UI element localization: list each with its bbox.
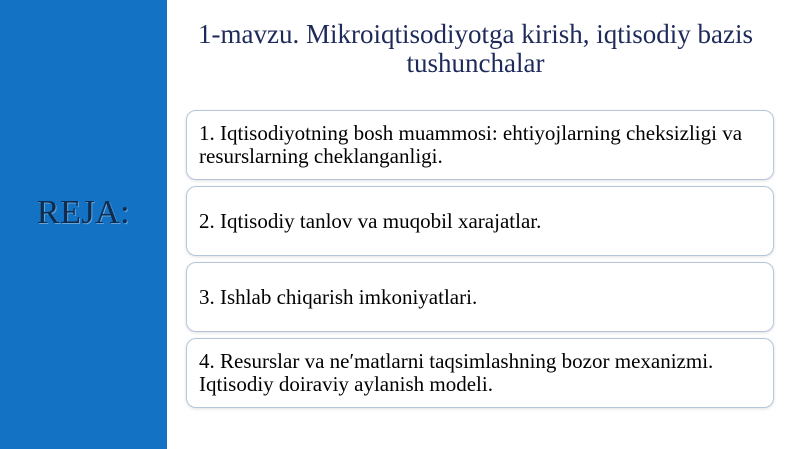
plan-item-text: 1. Iqtisodiyotning bosh muammosi: ehtiyojlarning cheksizligi va resurslarning cheklanganligi.: [199, 121, 743, 168]
plan-item-1: [186, 110, 774, 180]
plan-item-2: [186, 186, 774, 256]
slide-title: 1-mavzu. Mikroiqtisodiyotga kirish, iqtisodiy bazis tushunchalar: [198, 19, 753, 78]
plan-heading: REJA:: [36, 194, 131, 231]
plan-item-text: 4. Resurslar va ne′matlarni taqsimlashning bozor mexanizmi. Iqtisodiy doiraviy aylanish modeli.: [199, 349, 714, 396]
plan-list: [186, 110, 774, 414]
plan-item-text: 3. Ishlab chiqarish imkoniyatlari.: [199, 284, 478, 309]
plan-item-4: [186, 338, 774, 408]
plan-item-3: [186, 262, 774, 332]
plan-item-text: 2. Iqtisodiy tanlov va muqobil xarajatlar.: [199, 208, 542, 233]
sidebar-panel: [0, 0, 167, 449]
